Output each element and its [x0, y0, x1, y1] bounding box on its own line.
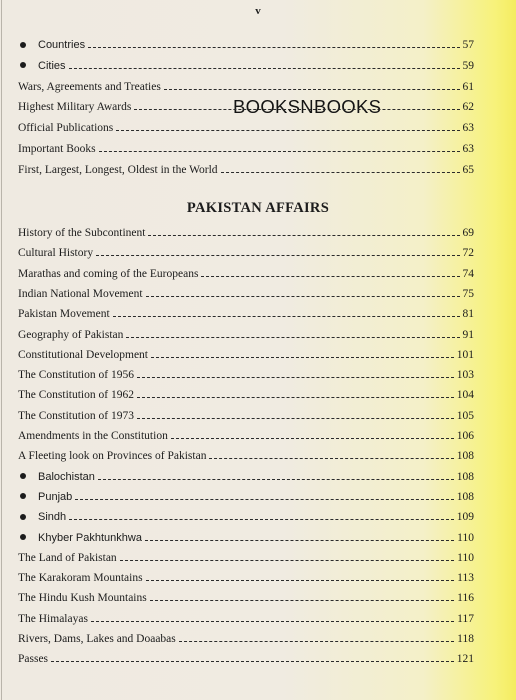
dot-leader [148, 235, 459, 236]
toc-entry-title: The Himalayas [18, 612, 88, 625]
dot-leader [134, 109, 459, 110]
dot-leader [171, 438, 454, 439]
toc-entry-title: Highest Military Awards [18, 101, 132, 114]
dot-leader [98, 479, 454, 480]
toc-entry[interactable] [18, 652, 474, 666]
watermark-text: BOOKSNBOOKS [233, 96, 382, 117]
toc-entry[interactable] [18, 348, 474, 362]
dot-leader [99, 151, 460, 152]
toc-entry[interactable] [18, 328, 474, 342]
toc-entry-title: The Land of Pakistan [18, 551, 117, 564]
dot-leader [137, 397, 454, 398]
toc-entry-title: Official Publications [18, 122, 114, 135]
dot-leader [164, 89, 460, 90]
toc-entry[interactable] [18, 246, 474, 260]
toc-entry[interactable] [18, 307, 474, 321]
toc-entry[interactable] [18, 59, 474, 73]
toc-entry-title: The Karakoram Mountains [18, 572, 143, 585]
toc-entry[interactable] [18, 121, 474, 135]
toc-entry[interactable] [18, 449, 474, 463]
toc-entry[interactable] [18, 267, 474, 281]
page-edge-line [1, 0, 2, 700]
toc-entry[interactable] [18, 409, 474, 423]
toc-entry[interactable] [18, 490, 474, 504]
toc-entry-page-number: 117 [457, 612, 474, 625]
bullet-icon [20, 42, 26, 48]
dot-leader [113, 316, 460, 317]
bullet-icon [20, 514, 26, 520]
toc-entry[interactable] [18, 591, 474, 605]
dot-leader [209, 458, 453, 459]
dot-leader [88, 47, 459, 48]
toc-entry-page-number: 110 [457, 531, 474, 544]
bullet-icon [20, 493, 26, 499]
toc-entry-page-number: 74 [462, 267, 474, 280]
toc-entry-title: The Constitution of 1962 [18, 389, 134, 402]
toc-entry-title: The Constitution of 1973 [18, 409, 134, 422]
dot-leader [201, 276, 459, 277]
toc-entry[interactable] [18, 368, 474, 382]
dot-leader [145, 540, 454, 541]
toc-entry-page-number: 105 [456, 409, 474, 422]
toc-entry-page-number: 104 [456, 389, 474, 402]
toc-entry-page-number: 61 [462, 80, 474, 93]
toc-entry-title: First, Largest, Longest, Oldest in the World [18, 163, 218, 176]
dot-leader [69, 519, 454, 520]
toc-entry-page-number: 106 [456, 430, 474, 442]
dot-leader [151, 357, 454, 358]
toc-entry-page-number: 72 [462, 247, 474, 260]
toc-entry[interactable] [18, 470, 474, 484]
toc-entry[interactable] [18, 38, 474, 52]
toc-entry-page-number: 108 [456, 490, 474, 503]
dot-leader [116, 130, 459, 131]
toc-entry-title: Indian National Movement [18, 287, 143, 300]
toc-entry-page-number: 81 [462, 308, 474, 321]
dot-leader [120, 560, 454, 561]
toc-entry-title: Marathas and coming of the Europeans [18, 267, 199, 280]
toc-entry-page-number: 116 [457, 592, 474, 605]
dot-leader [126, 337, 459, 338]
toc-entry-title: Important Books [18, 143, 96, 155]
toc-entry[interactable] [18, 429, 474, 443]
toc-entry-page-number: 118 [457, 633, 474, 645]
toc-entry-title: Constitutional Development [18, 348, 148, 361]
bullet-icon [20, 62, 26, 68]
dot-leader [96, 255, 459, 256]
bullet-icon [20, 473, 26, 479]
toc-entry-title: Countries [38, 39, 86, 51]
toc-entry-title: Khyber Pakhtunkhwa [38, 531, 142, 544]
dot-leader [51, 661, 454, 662]
section-heading: PAKISTAN AFFAIRS [186, 200, 330, 216]
toc-entry-title: Passes [18, 653, 49, 666]
dot-leader [221, 172, 460, 173]
toc-entry-page-number: 62 [462, 101, 474, 114]
toc-entry[interactable] [18, 142, 474, 156]
toc-entry-title: Wars, Agreements and Treaties [18, 80, 161, 93]
toc-entry-title: Punjab [38, 490, 73, 503]
toc-entry-page-number: 113 [457, 572, 474, 585]
toc-entry-title: The Constitution of 1956 [18, 369, 134, 382]
toc-entry-page-number: 103 [456, 369, 474, 382]
dot-leader [146, 296, 460, 297]
toc-entry[interactable] [18, 531, 474, 545]
toc-entry-title: Amendments in the Constitution [18, 430, 168, 442]
toc-entry-page-number: 110 [457, 551, 474, 564]
bullet-icon [20, 534, 26, 540]
dot-leader [69, 68, 460, 69]
toc-entry-page-number: 63 [462, 122, 474, 135]
toc-entry-page-number: 101 [456, 348, 474, 361]
toc-entry[interactable] [18, 287, 474, 301]
toc-entry[interactable] [18, 80, 474, 94]
toc-entry-page-number: 108 [456, 470, 474, 483]
toc-entry-page-number: 59 [462, 59, 474, 72]
toc-entry-title: The Hindu Kush Mountains [18, 592, 147, 605]
toc-entry-title: Rivers, Dams, Lakes and Doaabas [18, 633, 176, 645]
toc-entry-title: Sindh [38, 511, 67, 524]
toc-entry-title: History of the Subcontinent [18, 227, 146, 239]
toc-entry[interactable] [18, 100, 474, 114]
toc-entry-title: Cultural History [18, 247, 94, 260]
toc-entry-page-number: 121 [456, 653, 474, 666]
dot-leader [91, 621, 454, 622]
toc-entry[interactable] [18, 510, 474, 524]
dot-leader [75, 499, 453, 500]
dot-leader [150, 600, 454, 601]
toc-entry-title: Cities [38, 59, 66, 72]
toc-entry-page-number: 75 [462, 287, 474, 300]
toc-entry-title: Balochistan [38, 470, 95, 483]
toc-entry-page-number: 65 [462, 163, 474, 176]
toc-entry[interactable] [18, 388, 474, 402]
toc-entry[interactable] [18, 571, 474, 585]
toc-entry[interactable] [18, 612, 474, 626]
dot-leader [137, 418, 454, 419]
page-number: v [255, 5, 261, 17]
toc-entry[interactable] [18, 551, 474, 565]
toc-entry-page-number: 109 [456, 511, 474, 524]
dot-leader [179, 641, 454, 642]
toc-entry-page-number: 63 [462, 143, 474, 155]
toc-entry-page-number: 91 [462, 328, 474, 341]
toc-entry-title: A Fleeting look on Provinces of Pakistan [18, 450, 207, 463]
toc-entry[interactable] [18, 226, 474, 240]
dot-leader [137, 377, 454, 378]
toc-entry[interactable] [18, 632, 474, 646]
toc-entry-page-number: 108 [456, 450, 474, 463]
dot-leader [146, 580, 455, 581]
toc-entry-title: Pakistan Movement [18, 308, 110, 321]
toc-entry-page-number: 69 [462, 227, 474, 239]
toc-entry[interactable] [18, 163, 474, 177]
toc-entry-title: Geography of Pakistan [18, 328, 124, 341]
toc-entry-page-number: 57 [462, 39, 474, 51]
